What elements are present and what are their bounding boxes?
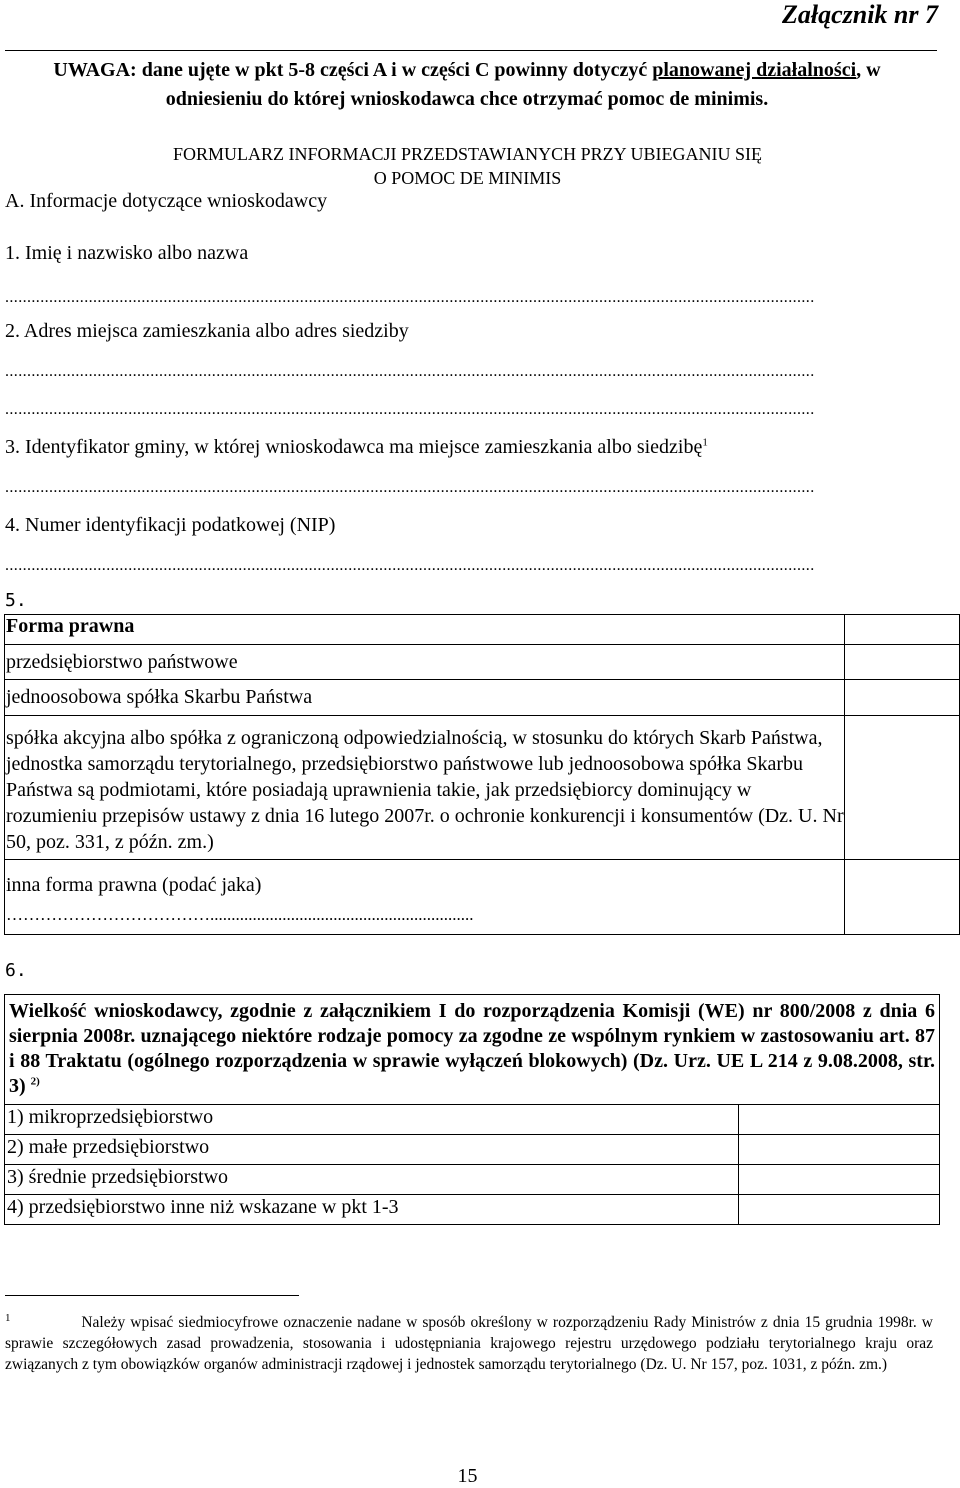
footnote-divider <box>5 1295 299 1296</box>
q6-option-4-checkbox[interactable] <box>738 1195 939 1225</box>
q6-option-1: 1) mikroprzedsiębiorstwo <box>5 1105 739 1135</box>
q5-option-2-checkbox[interactable] <box>845 680 960 716</box>
q6-option-2: 2) małe przedsiębiorstwo <box>5 1135 739 1165</box>
field-2-label: 2. Adres miejsca zamieszkania albo adres siedziby <box>5 320 409 342</box>
notice-text-end: , w odniesieniu do której wnioskodawca chce otrzymać pomoc de minimis. <box>165 59 881 110</box>
q6-heading-text: Wielkość wnioskodawcy, zgodnie z załącznikiem I do rozporządzenia Komisji (WE) nr 800/2008 z dnia 6 sierpnia 2008r. uznającego niektóre rodzaje pomocy za zgodne ze wspólnym rynkiem w zastosowaniu art. 87 i 88 Traktatu (ogólnego rozporządzenia w sprawie wyłączeń blokowych) (Dz. Urz. UE L 214 z 9.08.2008, str. 3) <box>9 1000 935 1097</box>
q6-option-4: 4) przedsiębiorstwo inne niż wskazane w pkt 1-3 <box>5 1195 739 1225</box>
form-title-line2: O POMOC DE MINIMIS <box>373 168 562 188</box>
footnote-number: 1 <box>5 1312 11 1324</box>
q5-legal-form-table <box>4 614 960 935</box>
field-3-text: 3. Identyfikator gminy, w której wnioskodawca ma miejsce zamieszkania albo siedzibę <box>5 436 703 458</box>
field-4-input[interactable]: ........................................................................................................................................................................................ <box>5 557 815 574</box>
q6-option-3: 3) średnie przedsiębiorstwo <box>5 1165 739 1195</box>
q5-option-4-input[interactable]: ……………………………….............................................................. <box>6 905 474 924</box>
field-1-label: 1. Imię i nazwisko albo nazwa <box>5 242 249 264</box>
field-4-label: 4. Numer identyfikacji podatkowej (NIP) <box>5 514 336 536</box>
field-1-input[interactable]: ........................................................................................................................................................................................ <box>5 289 815 306</box>
q6-size-table <box>4 994 940 1225</box>
field-3-input[interactable]: ........................................................................................................................................................................................ <box>5 479 815 496</box>
notice-text: UWAGA: dane ujęte w pkt 5-8 części A i w części C powinny dotyczyć <box>53 59 653 81</box>
q5-option-3: spółka akcyjna albo spółka z ograniczoną odpowiedzialnością, w stosunku do których Skarb Państwa, jednostka samorządu terytorialnego, przedsiębiorstwo państwowe lub jednoosobowa spółka Skarbu Państwa są podmiotami, które posiadają uprawnienia takie, jak przedsiębiorcy dominujący w rozumieniu przepisów ustawy z dnia 16 lutego 2007r. o ochronie konkurencji i konsumentów (Dz. U. Nr 50, poz. 331, z późn. zm.) <box>5 716 845 860</box>
q6-option-1-checkbox[interactable] <box>738 1105 939 1135</box>
q5-option-3-checkbox[interactable] <box>845 716 960 860</box>
field-2-input-line1[interactable]: ........................................................................................................................................................................................ <box>5 363 815 380</box>
footnote-ref: 1 <box>702 436 708 449</box>
section-a-heading: A. Informacje dotyczące wnioskodawcy <box>5 190 328 212</box>
notice-underlined: planowanej działalności <box>652 59 857 81</box>
attachment-label: Załącznik nr 7 <box>781 0 938 29</box>
q6-option-3-checkbox[interactable] <box>738 1165 939 1195</box>
notice <box>6 56 928 114</box>
form-title-line1: FORMULARZ INFORMACJI PRZEDSTAWIANYCH PRZY UBIEGANIU SIĘ <box>173 144 762 164</box>
q5-heading-box <box>845 615 960 645</box>
q5-option-1: przedsiębiorstwo państwowe <box>5 645 845 680</box>
q6-number: 6. <box>5 960 27 981</box>
q5-option-4 <box>5 860 845 935</box>
footnote-text: Należy wpisać siedmiocyfrowe oznaczenie nadane w sposób określony w rozporządzeniu Rady Ministrów z dnia 15 grudnia 1998r. w sprawie szczegółowych zasad prowadzenia, stosowania i udostępniania krajowego rejestru urzędowego podziału terytorialnego kraju oraz związanych z tym obowiązków organów administracji rządowej i jednostek samorządu terytorialnego (Dz. U. Nr 157, poz. 1031, z późn. zm.) <box>5 1314 934 1374</box>
q5-number: 5. <box>5 590 27 611</box>
q6-footnote-ref: 2) <box>30 1075 40 1088</box>
q5-heading: Forma prawna <box>5 615 845 645</box>
field-2-input-line2[interactable]: ........................................................................................................................................................................................ <box>5 401 815 418</box>
page-number: 15 <box>457 1465 478 1487</box>
q5-option-4-checkbox[interactable] <box>845 860 960 935</box>
header-divider <box>5 50 937 51</box>
q5-option-4-label: inna forma prawna (podać jaka) <box>6 874 262 896</box>
q6-option-2-checkbox[interactable] <box>738 1135 939 1165</box>
q5-option-2: jednoosobowa spółka Skarbu Państwa <box>5 680 845 716</box>
q5-option-1-checkbox[interactable] <box>845 645 960 680</box>
q6-heading <box>5 995 940 1105</box>
field-3-label <box>5 436 708 459</box>
footnote <box>5 1308 933 1375</box>
